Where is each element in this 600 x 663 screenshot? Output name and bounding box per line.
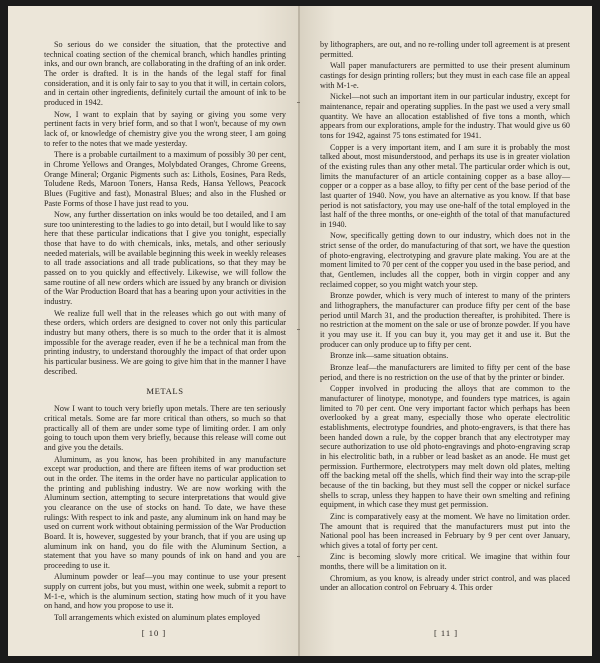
paragraph: Now, specifically getting down to our industry, which does not in the strict sense of the order, do manufacturing of that sort, we have the question of photo-engraving, electrotyping and gravure plate making. You are at the moment limited to 70 per cent of the copper you used in the base period, and that, Gentlemen, includes all the copper, both in virgin copper and any reclaimed copper, so you might watch your step. <box>320 231 570 289</box>
right-body <box>320 40 570 593</box>
paragraph: Aluminum powder or leaf—you may continue to use your present supply on current jobs, but you must, within one week, submit a report to M-1-e, which is the aluminum section, stating how much of it you have on hand, and how you propose to use it. <box>44 572 286 611</box>
paragraph: Bronze leaf—the manufacturers are limited to fifty per cent of the base period, and there is no restriction on the use of that by the printer or binder. <box>320 363 570 382</box>
right-page <box>300 6 592 656</box>
left-body-after <box>44 404 286 622</box>
paragraph: Now I want to touch very briefly upon metals. There are ten seriously critical metals. Some are far more critical than others, so much so that practically all of them are under some type of limiting order. I am only going to touch upon them very briefly, because this release will come out and give you the details. <box>44 404 286 452</box>
book-spread <box>8 6 592 656</box>
paragraph: Toll arrangements which existed on aluminum plates employed <box>54 613 260 623</box>
paragraph: Zinc is becoming slowly more critical. We imagine that within four months, there will be a limitation on it. <box>320 552 570 572</box>
left-body-before <box>44 40 286 376</box>
paragraph: Now, any further dissertation on inks would be too detailed, and I am sure too uninteresting to the ladies to go into detail, but I would like to say here that these particular indications that I give you tonight, especially those that have to do with chemicals, inks, metals, and other seriously needed materials, will be available beginning this week in weekly releases to all trade associations and all trade publications, so that they may be passed on to you quickly and effectively. Likewise, we will follow the same routine of all new orders which are issued by any branch or division of the War Production Board that has a bearing upon your activities in the industry. <box>44 210 286 307</box>
page-number-left: [ 10 ] <box>141 628 167 638</box>
paragraph: Now, I want to explain that by saying or giving you some very pertinent facts in very brief form, and so that I won't, because of my own lack of, or knowledge of chemistry give you the wrong steer, I am going to refer to the notes that we made yesterday. <box>44 109 286 148</box>
left-page <box>8 6 300 656</box>
paragraph: Chromium, as you know, is already under strict control, and was placed under an allocation control on February 4. This order <box>320 573 570 593</box>
paragraph: Copper involved in producing the alloys that are common to the manufacturer of linotype, monotype, and founders type matrices, is again limited to 70 per cent. One very important factor which perhaps has been overlooked by a great many, especially those who operate electrolitic establishments, electrotype foundries, and photo-engravers, is that there has been handed down a rule, by the copper branch that any electrotyper may secure authorization to use old photo-engravings and photo-engraving scrap in his electrolitic bath, in a rubber or lead basket as an anode. He must get permission. Furthermore, electrotypers may melt down old plates, melting off the backing metal off the shells, which find their way into the scrap-pile because of the tin backing, but they must sell the copper or nickel surface shells to scrap, unless they happen to have their own smelting and refining equipment, in which case they must get permission. <box>320 384 570 510</box>
paragraph: Wall paper manufacturers are permitted to use their present aluminum castings for design printing rollers; but they must in each case file an appeal with M-1-e. <box>320 61 570 90</box>
paragraph: Aluminum, as you know, has been prohibited in any manufacture except war production, and there are fifteen items of war production set out in the order. The items in the order have no particular application to the printing and publishing industry. We are now working with the Aluminum section, attempting to secure interpretations that would give you clearance on the use of stocks on hand. To date, we have these rulings: With respect to ink and paste, any aluminum ink on hand may be used on current work without obtaining permission of the War Production Board. It is, however, suggested by your branch, that if you are using up aluminum ink on hand, you do file with the Aluminum Section, a statement that you have so many pounds of ink on hand and you are proceeding to use it. <box>44 454 286 570</box>
page-number-right: [ 11 ] <box>433 628 459 638</box>
paragraph: There is a probable curtailment to a maximum of possibly 30 per cent, in Chrome Yellows and Oranges, Molybdated Oranges, Chrome Greens, Orange Mineral; Organic Pigments such as: Lithols, Eosines, Para Reds, Toludene Reds, Maroon Toners, Hansa Reds, Hansa Yellows, Peacock Blues (Fugitive and fast), Monastral Blues; and also in the Flushed or Paste Forms of those I have just read to you. <box>44 150 286 208</box>
paragraph: Bronze powder, which is very much of interest to many of the printers and lithographers, the manufacturer can produce fifty per cent of the base period until March 31, and the production thereafter, is prohibited. There is no restriction at the moment on the sale or use of bronze powder. If you have it you may use it. If you can buy it, you may get it and use it. But the producer can only produce up to fifty per cent. <box>320 291 570 349</box>
paragraph: Zinc is comparatively easy at the moment. We have no limitation order. The amount that is required that the manufacturers must put into the National pool has been increased in February by 9 per cent over January, which gives a total of forty per cent. <box>320 511 570 550</box>
paragraph: Bronze ink—same situation obtains. <box>330 351 449 361</box>
section-heading-metals: METALS <box>146 386 184 397</box>
paragraph: by lithographers, are out, and no re-rolling under toll agreement is at present permitted. <box>320 40 570 59</box>
paragraph: So serious do we consider the situation, that the protective and technical coating section of the chemical branch, which handles printing inks, and our own branch, are collaborating in the drafting of an ink order. The order is drafted. It is in the hands of the legal staff for final consideration, and it is only fair to say to you that it will, in certain colors, and in certain other ingredients, definitely curtail the amount of ink to be produced in 1942. <box>44 40 286 107</box>
paragraph: Copper is a very important item, and I am sure it is probably the most talked about, most misunderstood, and perhaps its use is in greater violation of the existing rules than any other metal. The particular order which is out, limits the manufacturer of an article containing copper as a base alloy—copper or a copper as a base alloy, to fifty per cent of the base period of the last quarter of 1940. Now, you have an alternative as you know. If that base period is not satisfactory, you may use one-half of the total employed in the last half of the three months, or one-eighth of the total of that manufactured in 1940. <box>320 142 570 229</box>
paragraph: We realize full well that in the releases which go out with many of these orders, which orders are designed to cover not only this particular industry but many others, there is so much to the order that it is almost impossible for the average reader, even if he be a technical man from the printing industry, to understand thoroughly the impact of that order upon his particular business. We are going to give him that in the manner I have described. <box>44 308 286 376</box>
paragraph: Nickel—not such an important item in our particular industry, except for maintenance, repair and operating supplies. In the past we used a very small quantity. We have an allocation established of five tons a month, which appears from our explorations, ample for the industry. That would give us 60 tons for 1942, against 75 tons estimated for 1941. <box>320 92 570 140</box>
